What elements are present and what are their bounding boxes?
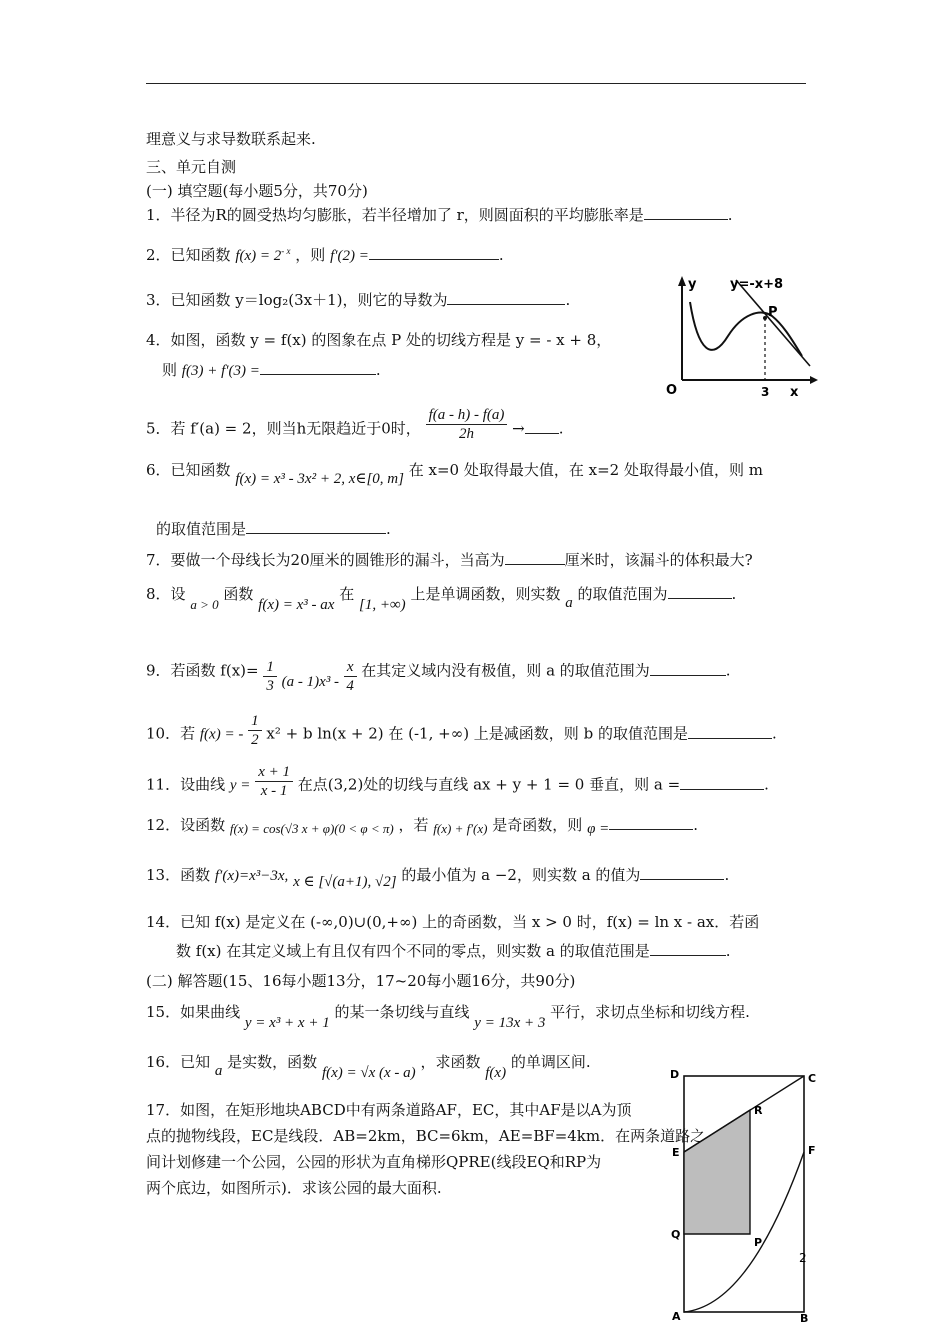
figure-4-graph [650, 272, 820, 400]
question-13: 13．函数 f′(x)=x³−3x, x ∈ [√(a+1), √2] 的最小值为 a −2，则实数 a 的值为 . [146, 866, 730, 890]
question-text: 2．已知函数 [146, 246, 231, 264]
question-text: 在其定义域内没有极值，则 a 的取值范围为 [361, 661, 650, 680]
label-F: F [808, 1144, 816, 1157]
question-text: ，求函数 [420, 1053, 481, 1071]
math-expression: a > 0 [190, 597, 219, 612]
question-text: 的单调区间. [510, 1053, 591, 1071]
fraction [344, 658, 357, 695]
numerator: f(a - h) - f(a) [426, 406, 508, 425]
question-text: 的某一条切线与直线 [334, 1003, 470, 1021]
question-text: 函数 [223, 585, 254, 603]
math-variable: a [214, 1063, 223, 1079]
question-6-cont: 的取值范围是 . [156, 520, 391, 538]
label-Q: Q [671, 1228, 681, 1241]
denominator: 2 [251, 732, 259, 748]
denominator: 2h [458, 426, 474, 442]
math-expression: f(x) = √x (x - a) [321, 1065, 416, 1081]
question-17-cont: 点的抛物线段，EC是线段．AB=2km，BC=6km，AE=BF=4km．在两条道路之 [146, 1127, 706, 1145]
question-text: 的取值范围是 [156, 520, 247, 538]
tick-label: 3 [761, 385, 770, 399]
question-text: 是奇函数，则 [492, 816, 583, 834]
question-text: 11．设曲线 [146, 775, 226, 794]
question-text: ，若 [398, 816, 429, 834]
question-17: 17．如图，在矩形地块ABCD中有两条道路AF，EC，其中AF是以A为顶 [146, 1101, 632, 1119]
question-text: 在点(3,2)处的切线与直线 ax + y + 1 = 0 垂直，则 a = [297, 775, 681, 794]
math-expression: f(x) = cos(√3 x + φ)(0 < φ < π) [229, 821, 394, 836]
subsection-heading: (一) 填空题(每小题5分，共70分) [146, 182, 368, 200]
math-expression: f′(2) = [330, 248, 369, 264]
question-text: 在 x=0 处取得最大值，在 x=2 处取得最小值，则 m [408, 461, 763, 479]
math-expression: y = 13x + 3 [474, 1015, 546, 1031]
question-3: 3．已知函数 y＝log₂(3x＋1)，则它的导数为 . [146, 291, 571, 309]
question-text: 3．已知函数 y＝log₂(3x＋1)，则它的导数为 [146, 291, 448, 309]
math-expression: f(x) [485, 1065, 507, 1081]
math-expression: f(x) = 2 [235, 248, 282, 264]
fraction [255, 763, 293, 800]
label-A: A [672, 1310, 681, 1323]
question-15 [146, 1002, 750, 1031]
label-E: E [672, 1146, 680, 1159]
fraction [263, 658, 277, 695]
question-text: 7．要做一个母线长为20厘米的圆锥形的漏斗，当高为 [146, 551, 505, 569]
label-C: C [808, 1072, 817, 1085]
label-P: P [754, 1236, 763, 1249]
question-text: 在 [339, 585, 355, 603]
numerator: x [344, 658, 357, 677]
math-expression: x ∈ [√(a+1), √2] [293, 874, 397, 890]
denominator: x - 1 [260, 783, 288, 799]
question-text: 是实数，函数 [227, 1053, 318, 1071]
tangent-label: y=-x+8 [730, 277, 784, 292]
question-text: 14．已知 f(x) 是定义在 (-∞,0)∪(0,+∞) 上的奇函数，当 x > 0 时，f(x) = ln x - ax．若函 [146, 913, 760, 931]
origin-label: O [666, 383, 678, 398]
question-10: 10．若 f(x) = - $\frac{1}{2}$ x² + b ln(x + 2) 在 (-1, +∞) 上是减函数，则 b 的取值范围是 . [146, 713, 777, 748]
label-B: B [800, 1312, 809, 1325]
label-D: D [670, 1068, 680, 1081]
question-text: 1．半径为R的圆受热均匀膨胀，若半径增加了 r，则圆面积的平均膨胀率是 [146, 206, 644, 224]
question-4-cont: 则 f(3) + f′(3) = . [162, 361, 381, 379]
question-17-cont: 两个底边，如图所示)．求该公园的最大面积. [146, 1179, 442, 1197]
question-text: 8．设 [146, 585, 186, 603]
question-text: ，则 [295, 246, 326, 264]
figure-17-rectangle [664, 1064, 824, 1326]
section-heading: 三、单元自测 [146, 158, 237, 176]
question-text: 9．若函数 f(x)= [146, 661, 259, 680]
denominator: 3 [266, 678, 274, 694]
question-text: 的取值范围为 [577, 585, 668, 603]
text-line: 理意义与求导数联系起来. [146, 130, 316, 148]
question-11: 11．设曲线 y = $\frac{x + 1}{x - 1}$ 在点(3,2)处的切线与直线 ax + y + 1 = 0 垂直，则 a = . [146, 764, 769, 799]
numerator: 1 [263, 658, 277, 677]
question-text: 5．若 f′(a) = 2，则当h无限趋近于0时， [146, 419, 421, 438]
math-expression: f(x) + f′(x) [433, 821, 488, 836]
math-expression: [1, +∞) [359, 597, 406, 613]
header-rule [146, 83, 806, 84]
fraction [426, 406, 508, 443]
math-expression: f′(x)=x³−3x, [214, 868, 289, 884]
question-16 [146, 1052, 591, 1081]
math-expression: f(x) = - [199, 726, 244, 743]
x-axis-label: x [790, 385, 799, 400]
question-text: 6．已知函数 [146, 461, 231, 479]
question-14 [146, 912, 759, 932]
question-text: 13．函数 [146, 866, 211, 884]
math-expression: f(3) + f′(3) = [181, 363, 260, 379]
y-axis-label: y [688, 277, 697, 292]
question-7 [146, 550, 753, 570]
question-text: 数 f(x) 在其定义域上有且仅有四个不同的零点，则实数 a 的取值范围是 [176, 942, 650, 960]
label-R: R [754, 1104, 763, 1117]
question-17-cont: 间计划修建一个公园，公园的形状为直角梯形QPRE(线段EQ和RP为 [146, 1153, 602, 1171]
question-text: 的最小值为 a −2，则实数 a 的值为 [401, 866, 641, 884]
question-8: 8．设 a > 0 函数 f(x) = x³ - ax 在 [1, +∞) 上是单调函数，则实数 a 的取值范围为 . [146, 585, 737, 613]
math-variable: a [565, 595, 573, 611]
label-side-length: 2 [799, 1251, 807, 1265]
question-4 [146, 330, 611, 350]
point-label: P [768, 305, 778, 320]
question-text: 10．若 [146, 724, 196, 743]
question-12: 12．设函数 f(x) = cos(√3 x + φ)(0 < φ < π) ，若 f(x) + f′(x) 是奇函数，则 φ = . [146, 816, 699, 837]
math-expression: y = [229, 777, 251, 794]
numerator: 1 [248, 712, 262, 731]
question-5: 5．若 f′(a) = 2，则当h无限趋近于0时， $\frac{f(a - h) - f(a)}{2h}$ → . [146, 407, 564, 442]
question-text: 4．如图，函数 y = f(x) 的图象在点 P 处的切线方程是 y = - x + 8， [146, 331, 612, 349]
numerator: x + 1 [255, 763, 293, 782]
question-text: 上是单调函数，则实数 [410, 585, 561, 603]
math-expression: y = x³ + x + 1 [244, 1015, 330, 1031]
question-text: 15．如果曲线 [146, 1003, 241, 1021]
question-6 [146, 460, 763, 487]
question-9: 9．若函数 f(x)= $\frac{1}{3}$ (a - 1)x³ - $\frac{x}{4}$ 在其定义域内没有极值，则 a 的取值范围为 . [146, 659, 731, 694]
question-14-cont: 数 f(x) 在其定义域上有且仅有四个不同的零点，则实数 a 的取值范围是 . [176, 942, 731, 960]
question-text: 平行，求切点坐标和切线方程. [550, 1003, 750, 1021]
denominator: 4 [346, 678, 354, 694]
math-expression: φ = [587, 821, 610, 837]
math-expression: f(x) = x³ - ax [258, 597, 335, 613]
question-1: 1．半径为R的圆受热均匀膨胀，若半径增加了 r，则圆面积的平均膨胀率是 . [146, 206, 733, 224]
question-2: 2．已知函数 $f(x) = 2^{- x}$ ，则 f′(2) = . [146, 246, 504, 264]
math-expression: f(x) = x³ - 3x² + 2, x∈[0, m] [235, 471, 404, 487]
question-text: 16．已知 [146, 1053, 211, 1071]
question-text: 则 [162, 361, 178, 379]
question-text: x² + b ln(x + 2) 在 (-1, +∞) 上是减函数，则 b 的取值范围是 [266, 724, 688, 743]
fraction [248, 712, 262, 749]
question-text: 厘米时，该漏斗的体积最大? [564, 551, 753, 569]
math-expression: (a - 1)x³ - [281, 673, 340, 690]
subsection-heading: (二) 解答题(15、16每小题13分，17~20每小题16分，共90分) [146, 972, 576, 990]
question-text: 12．设函数 [146, 816, 226, 834]
arrow: → [512, 419, 525, 438]
